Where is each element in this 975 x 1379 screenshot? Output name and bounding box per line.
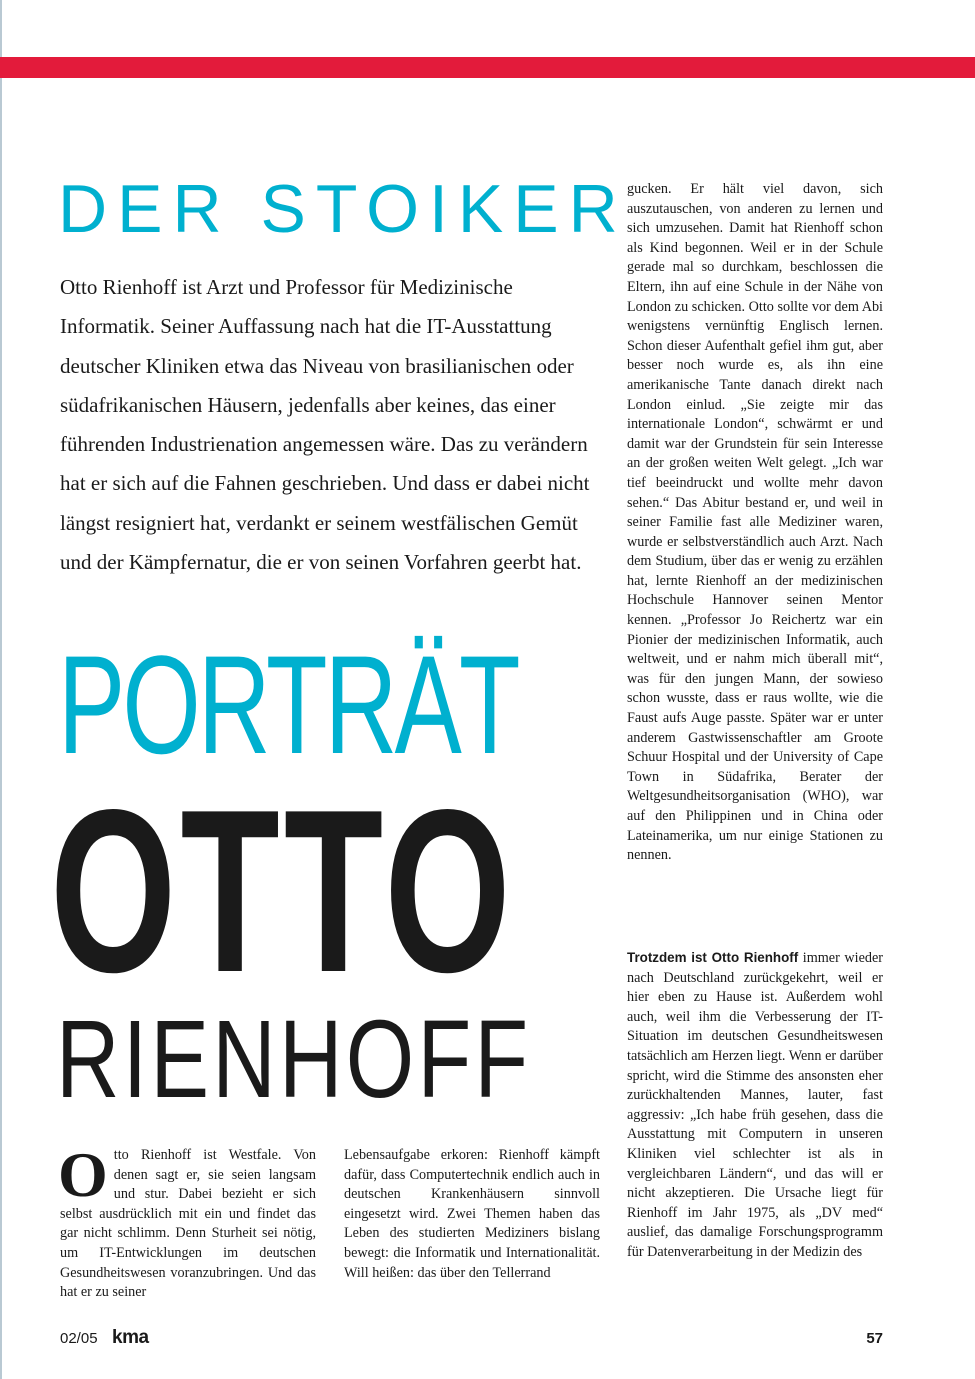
page-number: 57 — [866, 1330, 883, 1347]
issue-number: 02/05 — [60, 1330, 98, 1347]
magazine-logo: kma — [112, 1327, 149, 1348]
page-edge-rule — [0, 0, 2, 1379]
body-column-3: gucken. Er hält viel davon, sich auszutauschen, von anderen zu lernen und sich umzusehen. Damit hat Rienhoff schon als Kind begonnen. Weil er in der Schule gerade mal so durchkam, beschlossen die Eltern, ihn auf eine Schule in der Nähe von London zu schicken. Otto sollte vor dem Abi wenigstens vernünftig Englisch lernen. Schon dieser Aufenthalt gefiel ihm gut, aber besser noch wurde es, als ihn eine amerikanische Tante danach direkt nach London einlud. „Sie zeigte mir das internationale London“, schwärmt er und damit war der Grundstein für sein Interesse an der großen weiten Welt gelegt. „Ich war tief beeindruckt und wollte mehr davon sehen.“ Das Abitur bestand er, und weil in seiner Familie fast alle Mediziner waren, wurde er selbstverständlich auch Arzt. Nach dem Studium, über das er wenig zu erzählen hat, lernte Rienhoff an der medizinischen Hochschule Hannover seinen Mentor kennen. „Professor Jo Reichertz war ein Pionier der medizinischen Informatik, auch weltweit, und er nahm mich überall mit“, was für den jungen Mann, der sowieso schon wusste, dass er raus wollte, wie die Faust aufs Auge passte. Später war er unter anderem Gastwissenschaftler am Groote Schuur Hospital und der University of Cape Town in Südafrika, Berater der Weltgesundheitsorganisation (WHO), war auf den Philippinen und in China oder Lateinamerika, um nur einige Stationen zu nennen. — [627, 181, 883, 864]
run-in-heading: Trotzdem ist Otto Rienhoff — [627, 950, 799, 965]
body-column-3-continued — [627, 948, 883, 1263]
body-column-1-text: tto Rienhoff ist Westfale. Von denen sagt er, sie seien langsam und stur. Dabei bezieht er sich selbst ausdrücklich mit ein und findet das gar nicht schlimm. Denn Sturheit sei nötig, um IT-Entwicklungen im deutschen Gesundheitswesen voranzubringen. Und das hat er zu seiner — [60, 1147, 316, 1301]
headline-first-name: OTTO — [50, 762, 515, 1021]
header-color-bar — [0, 57, 975, 78]
body-column-2: Lebensaufgabe erkoren: Rienhoff kämpft dafür, dass Computertechnik endlich auch in deutschen Krankenhäusern sinnvoll eingesetzt wird. Zwei Themen haben das Leben des studierten Mediziners bislang bewegt: die Informatik und Internationalität. Will heißen: das über den Tellerrand — [344, 1147, 600, 1281]
kicker-title: DER STOIKER — [58, 171, 628, 247]
drop-cap: O — [58, 1139, 108, 1210]
lead-paragraph: Otto Rienhoff ist Arzt und Professor für Medizinische Informatik. Seiner Auffassung nach hat die IT-Ausstattung deutscher Kliniken etwa das Niveau von brasilianischen oder südafrikanischen Häusern, jedenfalls aber keines, das einer führenden Industrienation angemessen wäre. Das zu verändern hat er sich auf die Fahnen geschrieben. Und dass er dabei nicht längst resigniert hat, verdankt er seinem westfälischen Gemüt und der Kämpfernatur, die er von seinen Vorfahren geerbt hat. — [60, 275, 590, 575]
headline-last-name: RIENHOFF — [56, 998, 532, 1121]
body-column-1 — [58, 1139, 316, 1303]
section-headline: PORTRÄT — [58, 626, 518, 783]
body-column-3-continued-text: immer wieder nach Deutschland zurückgekehrt, weil er hier eben zu Hause ist. Außerdem wohl auch, weil ihm die Verbesserung der IT-Situation im deutschen Gesundheitswesen tatsächlich am Herzen liegt. Wenn er darüber spricht, wird die Stimme des ansonsten eher zurückhaltenden Mannes, lauter, fast aggressiv: „Ich habe früh gesehen, dass die Ausstattung mit Computern in unseren Kliniken viel schlechter ist als in vergleichbaren Ländern“, und das will er nicht akzeptieren. Die Ursache liegt für Rienhoff im Jahr 1975, als „DV med“ auslief, das damalige Forschungsprogramm für Datenverarbeitung in der Medizin des — [627, 950, 883, 1260]
